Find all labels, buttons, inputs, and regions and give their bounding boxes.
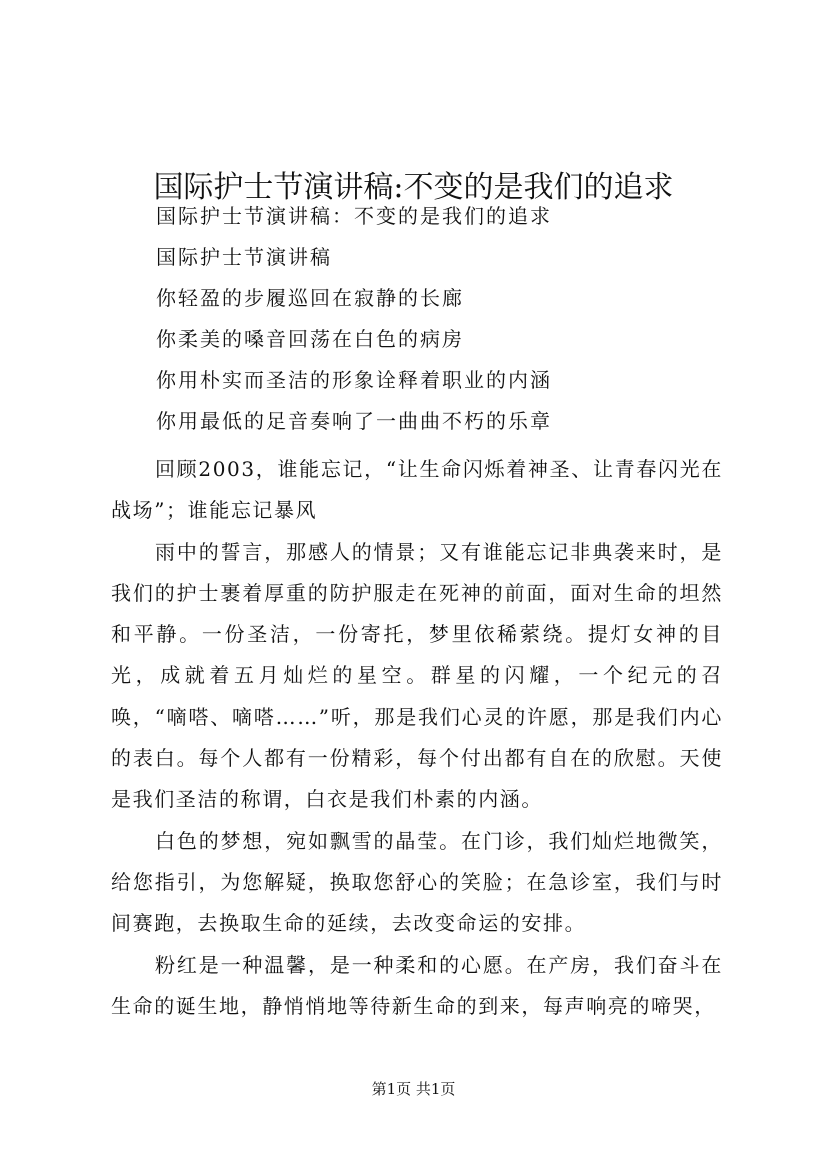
intro-line: 你用朴实而圣洁的形象诠释着职业的内涵: [156, 368, 552, 392]
intro-line: 国际护士节演讲稿：不变的是我们的追求: [156, 204, 552, 228]
intro-lines: [156, 196, 756, 442]
paragraph: 雨中的誓言，那感人的情景；又有谁能忘记非典袭来时，是我们的护士裹着厚重的防护服走在死神的前面，面对生命的坦然和平静。一份圣洁，一份寄托，梦里依稀萦绕。提灯女神的目光，成就着五月灿烂的星空。群星的闪耀，一个纪元的召唤，“嘀嗒、嘀嗒……”听，那是我们心灵的许愿，那是我们内心的表白。每个人都有一份精彩，每个付出都有自在的欣慰。天使是我们圣洁的称谓，白衣是我们朴素的内涵。: [111, 539, 723, 812]
body-text: [111, 449, 723, 1027]
intro-line: 你用最低的足音奏响了一曲曲不朽的乐章: [156, 409, 552, 433]
intro-line: 你轻盈的步履巡回在寂静的长廊: [156, 286, 464, 310]
intro-line: 你柔美的嗓音回荡在白色的病房: [156, 327, 464, 351]
paragraph: 粉红是一种温馨，是一种柔和的心愿。在产房，我们奋斗在生命的诞生地，静悄悄地等待新生命的到来，每声响亮的啼哭，: [111, 952, 723, 1018]
paragraph: 白色的梦想，宛如飘雪的晶莹。在门诊，我们灿烂地微笑，给您指引，为您解疑，换取您舒心的笑脸；在急诊室，我们与时间赛跑，去换取生命的延续，去改变命运的安排。: [111, 828, 723, 936]
document-title: 国际护士节演讲稿:不变的是我们的追求: [153, 170, 674, 206]
intro-line: 国际护士节演讲稿: [156, 245, 332, 269]
page-footer: 第1页 共1页: [371, 1080, 456, 1098]
paragraph: 回顾2003，谁能忘记，“让生命闪烁着神圣、让青春闪光在战场”；谁能忘记暴风: [111, 457, 723, 523]
